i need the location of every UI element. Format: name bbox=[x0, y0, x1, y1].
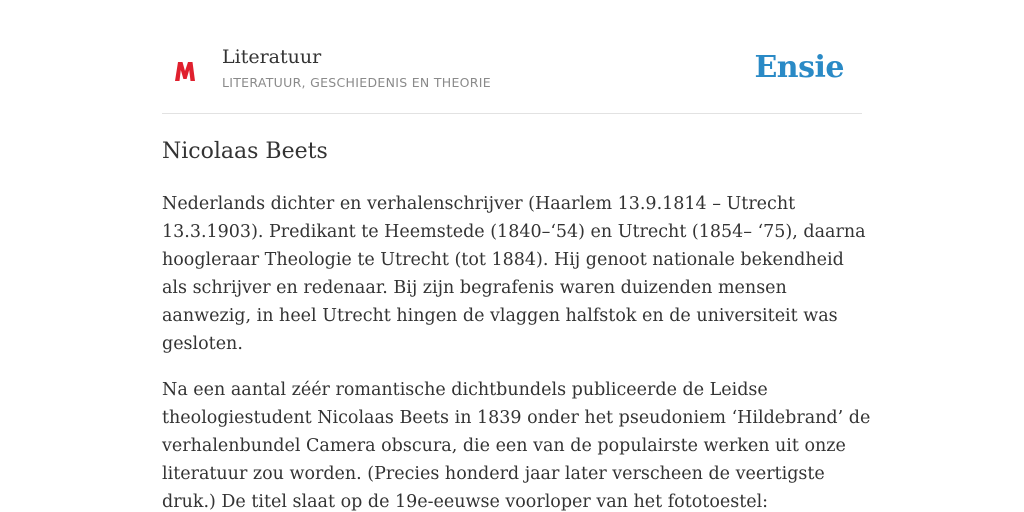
article-paragraph: Nederlands dichter en verhalenschrijver (Haarlem 13.9.1814 – Utrecht 13.3.1903). Predikant te Heemstede (1840–‘54) en Utrecht (1854– ‘75), daarna hoogleraar Theologie te Utrecht (tot 1884). Hij genoot nationale bekendheid als schrijver en redenaar. Bij zijn begrafenis waren duizenden mensen aanwezig, in heel Utrecht hingen de vlaggen halfstok en de universiteit was gesloten. bbox=[162, 194, 866, 354]
article-body bbox=[162, 190, 872, 512]
article-paragraph: Na een aantal zéér romantische dichtbundels publiceerde de Leidse theologiestudent Nicolaas Beets in 1839 onder het pseudoniem ‘Hildebrand’ de verhalenbundel Camera obscura, die een van de populairste werken uit onze literatuur zou worden. (Precies honderd jaar later verscheen de veertigste druk.) De titel slaat op de 19e-eeuwse voorloper van het fototoestel: bbox=[162, 380, 871, 512]
page-header bbox=[162, 40, 862, 114]
category-title[interactable]: Literatuur bbox=[222, 46, 322, 68]
m-logo-icon[interactable] bbox=[172, 58, 198, 84]
category-subtitle: LITERATUUR, GESCHIEDENIS EN THEORIE bbox=[222, 75, 491, 90]
article-title: Nicolaas Beets bbox=[162, 139, 328, 164]
brand-logo[interactable]: Ensie bbox=[754, 50, 844, 85]
